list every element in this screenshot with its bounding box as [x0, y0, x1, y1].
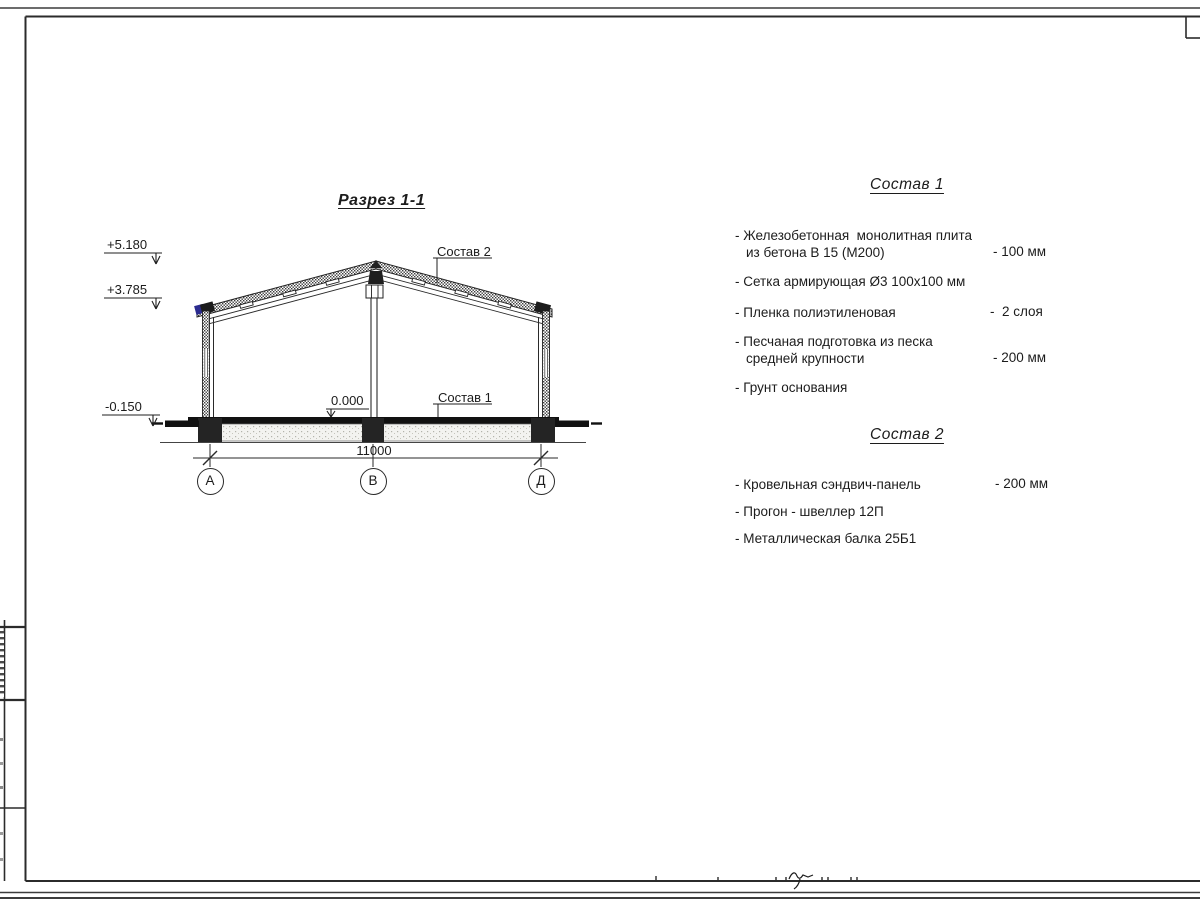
- elevation-top-value: +5.180: [107, 237, 148, 252]
- spec1-title: Состав 1: [870, 176, 944, 193]
- sheet-frame: [0, 8, 1200, 898]
- spec1-item-2: - Сетка армирующая Ø3 100х100 мм: [735, 274, 966, 289]
- elevation-ground-value: -0.150: [105, 399, 142, 414]
- spec2-item-1-value: - 200 мм: [995, 476, 1049, 491]
- left-stamp-vertical-text: [0, 631, 4, 861]
- spec2-item-2: - Прогон - швеллер 12П: [735, 504, 884, 519]
- spec1-item-4-line2: средней крупности: [746, 351, 865, 366]
- spec1-item-3-value: - 2 слоя: [990, 304, 1043, 319]
- span-dimension-value: 11000: [356, 443, 392, 458]
- roof-panel-left: [197, 261, 376, 317]
- spec2-item-3: - Металлическая балка 25Б1: [735, 531, 917, 546]
- axis-bubble-b: В: [360, 468, 387, 495]
- zero-level-mark: [326, 409, 369, 417]
- section-title: Разрез 1-1: [338, 192, 426, 209]
- center-column: [371, 298, 377, 418]
- sheet-corner-cell: [1186, 17, 1200, 39]
- axis-bubble-d: Д: [528, 468, 555, 495]
- spec1-item-1-line2: из бетона В 15 (М200): [746, 245, 885, 260]
- spec2-title: Состав 2: [870, 426, 944, 443]
- axis-bubble-a: А: [197, 468, 224, 495]
- spec1-item-1: [735, 227, 972, 261]
- spec1-item-4-line1: - Песчаная подготовка из песка: [735, 334, 933, 349]
- section-drawing: [102, 253, 602, 467]
- elevation-eave-value: +3.785: [107, 282, 148, 297]
- wall-column-left: [203, 311, 214, 420]
- floor-leader-label: Состав 1: [438, 390, 492, 405]
- spec1-item-4-value: - 200 мм: [993, 350, 1047, 365]
- spec1-item-5: - Грунт основания: [735, 380, 848, 395]
- spec2-item-1: - Кровельная сэндвич-панель: [735, 477, 921, 492]
- spec1-item-4: [735, 333, 933, 367]
- spec1-item-1-value: - 100 мм: [993, 244, 1047, 259]
- zero-level-value: 0.000: [331, 393, 364, 408]
- spec1-item-3: - Пленка полиэтиленовая: [735, 305, 896, 320]
- roof-leader-label: Состав 2: [437, 244, 491, 259]
- roof-panel-right: [376, 261, 552, 317]
- spec1-item-1-line1: - Железобетонная монолитная плита: [735, 228, 973, 243]
- wall-column-right: [539, 311, 550, 420]
